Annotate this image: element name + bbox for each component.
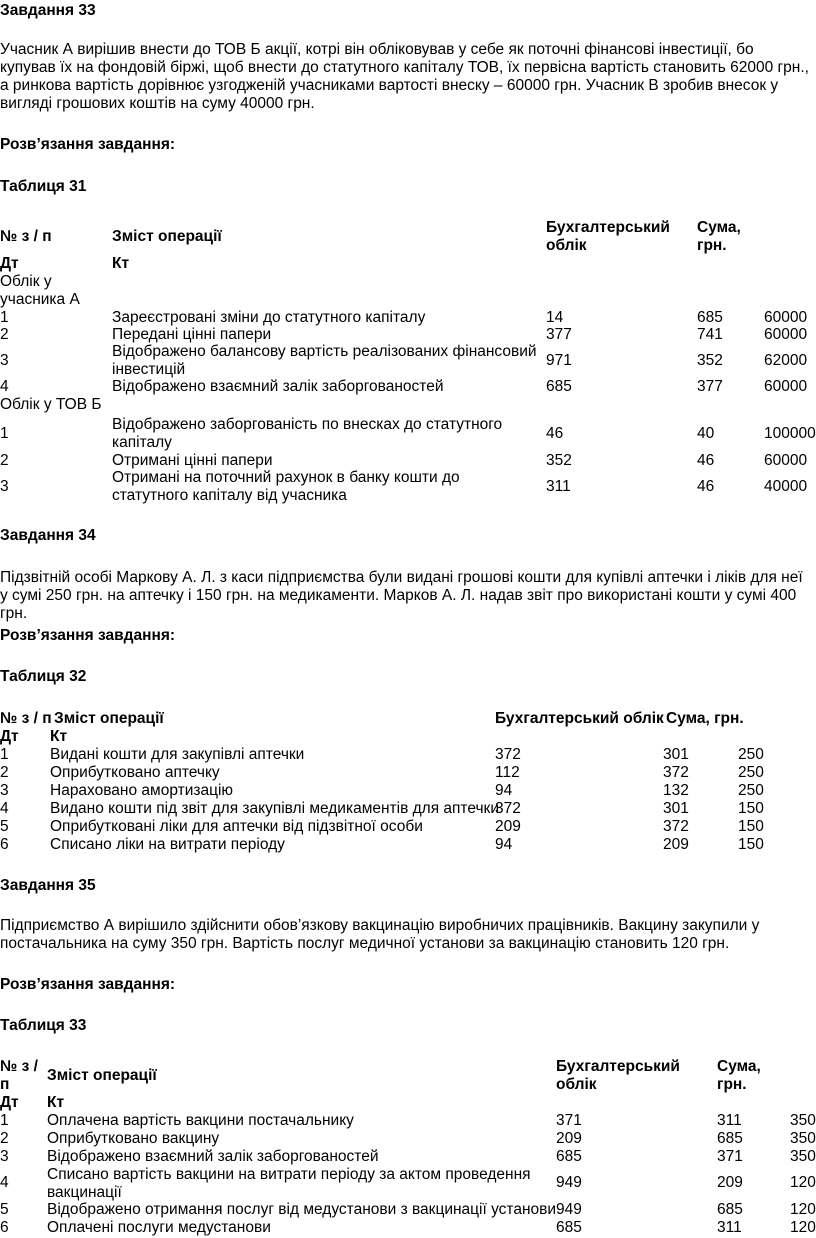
header-accounting: Бухгалтерський облік [495, 710, 664, 727]
table32-title: Таблиця 32 [0, 668, 87, 685]
header-num: № з / п [0, 228, 52, 245]
task33-solution-label: Розв’язання завдання: [0, 136, 176, 153]
header-dt: Дт [0, 1094, 19, 1111]
header-num: № з / п [0, 1058, 38, 1093]
header-content: Зміст операції [54, 710, 164, 727]
header-kt: Кт [47, 1094, 65, 1111]
header-sum: Сума, грн. [666, 710, 744, 727]
task35-title: Завдання 35 [0, 877, 96, 894]
table31-title: Таблиця 31 [0, 178, 87, 195]
section-participant-a: Облік у учасника А [0, 273, 80, 308]
header-sum: Сума, грн. [697, 219, 741, 254]
task33-title: Завдання 33 [0, 2, 96, 19]
header-kt: Кт [50, 728, 68, 745]
table33-title: Таблиця 33 [0, 1017, 87, 1034]
header-dt: Дт [0, 255, 19, 272]
header-accounting: Бухгалтерський облік [556, 1058, 680, 1093]
task35-solution-label: Розв’язання завдання: [0, 976, 176, 993]
header-accounting: Бухгалтерський облік [546, 219, 670, 254]
task34-title: Завдання 34 [0, 527, 96, 544]
task35-text: Підприємство А вирішило здійснити обов’язкову вакцинацію виробничих працівників. Вакцину закупили у постачальника на суму 350 грн. Вартість послуг медичної установи за вакцинацію становить 120 грн. [0, 917, 760, 952]
header-kt: Кт [112, 255, 130, 272]
task34-solution-label: Розв’язання завдання: [0, 627, 176, 644]
header-content: Зміст операції [47, 1067, 157, 1084]
header-sum: Сума, грн. [717, 1058, 761, 1093]
header-content: Зміст операції [112, 228, 222, 245]
header-num: № з / п [0, 710, 52, 727]
section-company-b: Облік у ТОВ Б [0, 396, 102, 413]
header-dt: Дт [0, 728, 19, 745]
task33-text: Учасник А вирішив внести до ТОВ Б акції, котрі він обліковував у себе як поточні фінансові інвестиції, бо купував їх на фондовій біржі, щоб внести до статутного капіталу ТОВ, їх первісна вартість становить 62000 грн., а ринкова вартість дорівнює узгодженій учасниками вартості внеску – 60000 грн. Учасник В зробив внесок у вигляді грошових коштів на суму 40000 грн. [0, 41, 809, 112]
task34-text: Підзвітній особі Маркову А. Л. з каси підприємства були видані грошові кошти для купівлі аптечки і ліків для неї у сумі 250 грн. на аптечку і 150 грн. на медикаменти. Марков А. Л. надав звіт про використані кошти у сумі 400 грн. [0, 569, 803, 622]
